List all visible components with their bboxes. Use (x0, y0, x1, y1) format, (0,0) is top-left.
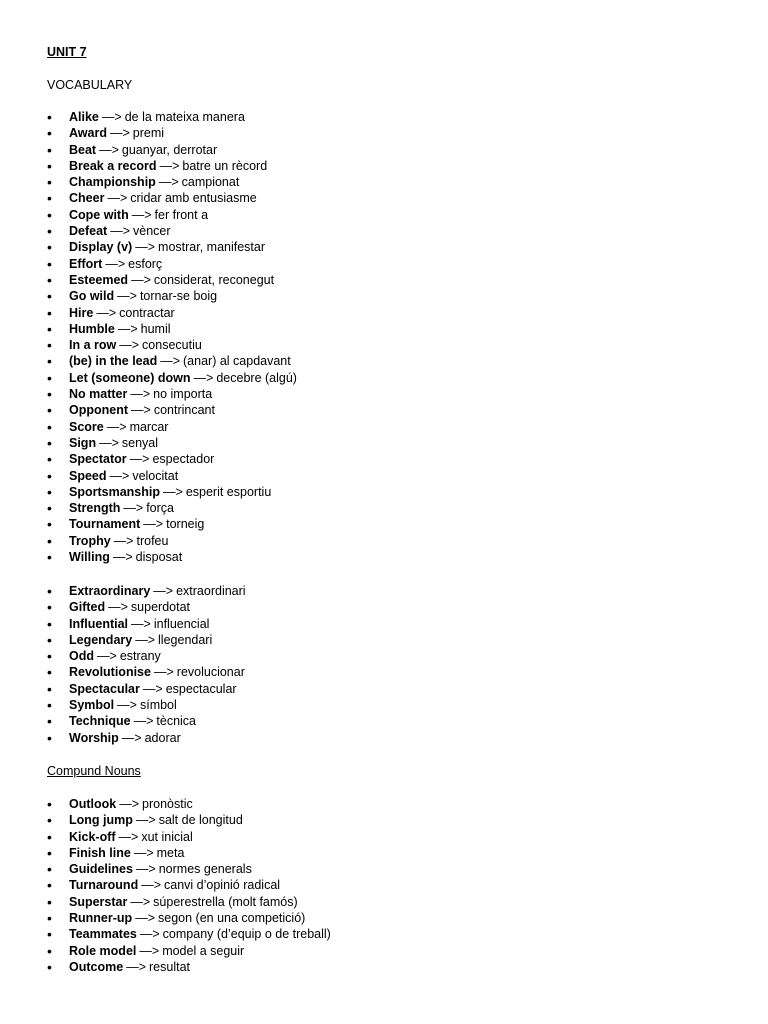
arrow-icon: —> (135, 240, 156, 255)
bullet-icon: • (47, 812, 52, 829)
vocab-term: Cheer (69, 191, 105, 206)
bullet-icon: • (47, 615, 52, 632)
arrow-icon: —> (141, 878, 162, 893)
vocab-term: Cope with (69, 207, 129, 222)
vocab-meaning: influencial (153, 616, 210, 631)
vocab-meaning: model a seguir (162, 943, 245, 958)
bullet-icon: • (47, 320, 52, 337)
vocab-term: Esteemed (69, 272, 129, 287)
bullet-icon: • (47, 109, 52, 125)
list-item (47, 926, 331, 942)
vocab-term: Role model (69, 943, 137, 958)
bullet-icon: • (47, 729, 52, 746)
list-item (47, 861, 331, 877)
arrow-icon: —> (135, 862, 156, 877)
list-item (47, 402, 297, 418)
vocab-term: Symbol (69, 698, 115, 713)
list-item (47, 125, 297, 141)
arrow-icon: —> (193, 370, 214, 385)
list-item (47, 223, 297, 239)
arrow-icon: —> (142, 681, 163, 696)
arrow-icon: —> (123, 501, 144, 516)
bullet-icon: • (47, 877, 52, 894)
arrow-icon: —> (96, 305, 117, 320)
arrow-icon: —> (110, 224, 131, 239)
bullet-icon: • (47, 125, 52, 142)
arrow-icon: —> (129, 452, 150, 467)
vocab-term: Superstar (69, 894, 128, 909)
vocab-meaning: contractar (119, 305, 175, 320)
vocab-term: Finish line (69, 845, 131, 860)
vocab-term: Worship (69, 730, 119, 745)
vocab-term: Speed (69, 468, 107, 483)
list-item (47, 272, 297, 288)
vocab-meaning: meta (156, 845, 185, 860)
list-item (47, 713, 246, 729)
vocab-meaning: marcar (129, 419, 169, 434)
arrow-icon: —> (99, 435, 119, 450)
arrow-icon: —> (130, 894, 151, 909)
arrow-icon: —> (99, 142, 119, 157)
vocab-term: Spectator (69, 452, 127, 467)
arrow-icon: —> (97, 649, 117, 664)
vocab-term: Let (someone) down (69, 370, 191, 385)
vocab-meaning: extraordinari (176, 584, 246, 598)
bullet-icon: • (47, 532, 52, 549)
bullet-icon: • (47, 549, 52, 566)
vocab-meaning: contrincant (153, 403, 215, 418)
bullet-icon: • (47, 483, 52, 500)
list-item (47, 305, 297, 321)
vocab-meaning: esperit esportiu (185, 484, 272, 499)
list-item (47, 943, 331, 959)
arrow-icon: —> (131, 272, 151, 287)
bullet-icon: • (47, 223, 52, 240)
vocab-meaning: (anar) al capdavant (183, 354, 291, 369)
bullet-icon: • (47, 206, 52, 223)
vocab-meaning: força (146, 501, 174, 516)
list-item (47, 353, 297, 369)
arrow-icon: —> (139, 927, 160, 942)
vocab-term: Display (v) (69, 240, 133, 255)
bullet-icon: • (47, 713, 52, 730)
vocab-term: Long jump (69, 813, 133, 828)
vocab-term: Extraordinary (69, 584, 151, 598)
bullet-icon: • (47, 631, 52, 648)
vocab-term: Revolutionise (69, 665, 151, 680)
vocab-meaning: company (d’equip o de treball) (162, 927, 331, 942)
vocab-term: In a row (69, 338, 117, 353)
list-item (47, 533, 297, 549)
bullet-icon: • (47, 583, 52, 599)
arrow-icon: —> (106, 419, 127, 434)
arrow-icon: —> (133, 714, 154, 729)
compound-nouns-label: Compund Nouns (47, 764, 141, 778)
vocab-meaning: senyal (121, 435, 159, 450)
vocab-term: Teammates (69, 927, 137, 942)
bullet-icon: • (47, 386, 52, 403)
arrow-icon: —> (153, 584, 174, 598)
bullet-icon: • (47, 402, 52, 419)
bullet-icon: • (47, 337, 52, 354)
vocab-meaning: considerat, reconegut (153, 272, 275, 287)
arrow-icon: —> (108, 600, 128, 615)
list-item (47, 796, 331, 812)
list-item (47, 142, 297, 158)
vocab-term: Willing (69, 550, 110, 565)
vocab-meaning: batre un rècord (182, 158, 268, 173)
arrow-icon: —> (159, 158, 180, 173)
list-item (47, 829, 331, 845)
vocab-meaning: mostrar, manifestar (158, 240, 266, 255)
vocab-meaning: consecutiu (142, 338, 202, 353)
vocab-term: Championship (69, 175, 156, 190)
list-item (47, 256, 297, 272)
list-item (47, 910, 331, 926)
list-item (47, 664, 246, 680)
list-item (47, 894, 331, 910)
list-item (47, 158, 297, 174)
vocab-meaning: cridar amb entusiasme (130, 191, 257, 206)
vocab-meaning: llegendari (158, 632, 213, 647)
vocab-meaning: premi (132, 126, 165, 141)
list-item (47, 549, 297, 565)
bullet-icon: • (47, 599, 52, 616)
vocab-meaning: tornar-se boig (139, 289, 218, 304)
vocab-term: (be) in the lead (69, 354, 158, 369)
arrow-icon: —> (160, 354, 181, 369)
arrow-icon: —> (113, 533, 134, 548)
vocab-meaning: no importa (153, 387, 213, 402)
arrow-icon: —> (121, 730, 142, 745)
arrow-icon: —> (118, 829, 139, 844)
vocab-term: Kick-off (69, 829, 116, 844)
arrow-icon: —> (109, 468, 130, 483)
arrow-icon: —> (112, 550, 133, 565)
arrow-icon: —> (131, 403, 151, 418)
vocabulary-list-2 (47, 583, 246, 746)
unit-title: UNIT 7 (47, 45, 87, 59)
vocab-term: Trophy (69, 533, 111, 548)
vocab-term: Tournament (69, 517, 141, 532)
vocab-meaning: tècnica (156, 714, 197, 729)
vocab-term: Influential (69, 616, 129, 631)
list-item (47, 174, 297, 190)
vocab-term: Turnaround (69, 878, 139, 893)
vocab-meaning: trofeu (136, 533, 169, 548)
vocab-meaning: súperestrella (molt famós) (153, 894, 298, 909)
bullet-icon: • (47, 451, 52, 468)
list-item (47, 370, 297, 386)
arrow-icon: —> (131, 616, 151, 631)
list-item (47, 386, 297, 402)
vocab-meaning: de la mateixa manera (124, 110, 245, 124)
vocab-meaning: adorar (144, 730, 181, 745)
vocab-meaning: segon (en una competició) (158, 911, 306, 926)
bullet-icon: • (47, 796, 52, 812)
bullet-icon: • (47, 304, 52, 321)
vocab-meaning: disposat (135, 550, 183, 565)
vocab-meaning: campionat (181, 175, 240, 190)
vocab-term: Runner-up (69, 911, 133, 926)
arrow-icon: —> (139, 943, 160, 958)
vocab-term: Alike (69, 110, 99, 124)
vocab-term: Break a record (69, 158, 157, 173)
vocab-term: Hire (69, 305, 94, 320)
list-item (47, 190, 297, 206)
arrow-icon: —> (119, 797, 140, 811)
vocab-meaning: espectacular (165, 681, 237, 696)
vocab-term: Defeat (69, 224, 108, 239)
vocab-term: Guidelines (69, 862, 133, 877)
vocab-term: Award (69, 126, 107, 141)
bullet-icon: • (47, 190, 52, 207)
arrow-icon: —> (133, 845, 154, 860)
vocab-term: Effort (69, 256, 103, 271)
list-item (47, 583, 246, 599)
bullet-icon: • (47, 942, 52, 959)
bullet-icon: • (47, 516, 52, 533)
list-item (47, 500, 297, 516)
vocab-meaning: superdotat (130, 600, 190, 615)
bullet-icon: • (47, 353, 52, 370)
bullet-icon: • (47, 271, 52, 288)
vocab-term: Humble (69, 321, 115, 336)
list-item (47, 419, 297, 435)
bullet-icon: • (47, 828, 52, 845)
bullet-icon: • (47, 500, 52, 517)
bullet-icon: • (47, 141, 52, 158)
vocab-term: Technique (69, 714, 131, 729)
vocab-term: Beat (69, 142, 97, 157)
bullet-icon: • (47, 664, 52, 681)
vocab-term: No matter (69, 387, 128, 402)
vocab-term: Opponent (69, 403, 129, 418)
arrow-icon: —> (105, 256, 126, 271)
vocab-term: Outcome (69, 959, 124, 974)
arrow-icon: —> (130, 387, 151, 402)
vocab-meaning: velocitat (132, 468, 179, 483)
arrow-icon: —> (135, 911, 155, 926)
vocab-meaning: humil (140, 321, 171, 336)
bullet-icon: • (47, 239, 52, 256)
list-item (47, 599, 246, 615)
vocab-meaning: xut inicial (141, 829, 193, 844)
bullet-icon: • (47, 434, 52, 451)
arrow-icon: —> (158, 175, 179, 190)
arrow-icon: —> (101, 110, 122, 124)
list-item (47, 484, 297, 500)
vocab-meaning: salt de longitud (158, 813, 243, 828)
list-item (47, 288, 297, 304)
list-item (47, 648, 246, 664)
bullet-icon: • (47, 174, 52, 191)
vocab-meaning: decebre (algú) (216, 370, 297, 385)
list-item (47, 812, 331, 828)
bullet-icon: • (47, 697, 52, 714)
list-item (47, 435, 297, 451)
bullet-icon: • (47, 926, 52, 943)
arrow-icon: —> (131, 207, 152, 222)
vocab-meaning: resultat (149, 959, 190, 974)
list-item (47, 207, 297, 223)
list-item (47, 877, 331, 893)
list-item (47, 959, 331, 975)
compound-nouns-list (47, 796, 331, 975)
arrow-icon: —> (117, 698, 137, 713)
vocab-meaning: espectador (152, 452, 215, 467)
list-item (47, 321, 297, 337)
vocabulary-list-1 (47, 109, 297, 565)
vocab-meaning: revolucionar (176, 665, 245, 680)
bullet-icon: • (47, 157, 52, 174)
bullet-icon: • (47, 648, 52, 665)
arrow-icon: —> (117, 321, 138, 336)
list-item (47, 451, 297, 467)
bullet-icon: • (47, 861, 52, 878)
vocab-meaning: estrany (119, 649, 161, 664)
list-item (47, 468, 297, 484)
bullet-icon: • (47, 910, 52, 927)
vocab-meaning: símbol (139, 698, 177, 713)
vocab-term: Outlook (69, 797, 117, 811)
list-item (47, 337, 297, 353)
list-item (47, 616, 246, 632)
vocab-term: Score (69, 419, 104, 434)
arrow-icon: —> (135, 632, 156, 647)
bullet-icon: • (47, 893, 52, 910)
vocab-term: Go wild (69, 289, 115, 304)
vocab-meaning: pronòstic (142, 797, 193, 811)
arrow-icon: —> (109, 126, 130, 141)
vocab-meaning: guanyar, derrotar (121, 142, 218, 157)
bullet-icon: • (47, 844, 52, 861)
arrow-icon: —> (153, 665, 174, 680)
arrow-icon: —> (117, 289, 137, 304)
arrow-icon: —> (107, 191, 128, 206)
list-item (47, 516, 297, 532)
arrow-icon: —> (135, 813, 156, 828)
vocab-meaning: torneig (166, 517, 205, 532)
arrow-icon: —> (126, 959, 146, 974)
vocab-term: Spectacular (69, 681, 140, 696)
bullet-icon: • (47, 467, 52, 484)
vocab-meaning: canvi d’opinió radical (164, 878, 281, 893)
vocab-term: Gifted (69, 600, 106, 615)
vocabulary-label: VOCABULARY (47, 78, 133, 92)
vocab-meaning: normes generals (158, 862, 252, 877)
vocab-term: Sportsmanship (69, 484, 160, 499)
vocab-term: Strength (69, 501, 121, 516)
bullet-icon: • (47, 958, 52, 975)
list-item (47, 681, 246, 697)
list-item (47, 632, 246, 648)
bullet-icon: • (47, 680, 52, 697)
arrow-icon: —> (163, 484, 183, 499)
list-item (47, 109, 297, 125)
arrow-icon: —> (143, 517, 164, 532)
list-item (47, 730, 246, 746)
vocab-meaning: fer front a (154, 207, 209, 222)
bullet-icon: • (47, 418, 52, 435)
bullet-icon: • (47, 369, 52, 386)
vocab-meaning: esforç (128, 256, 163, 271)
list-item (47, 845, 331, 861)
arrow-icon: —> (119, 338, 140, 353)
bullet-icon: • (47, 255, 52, 272)
list-item (47, 697, 246, 713)
bullet-icon: • (47, 288, 52, 305)
vocab-term: Sign (69, 435, 97, 450)
vocab-term: Legendary (69, 632, 133, 647)
vocab-meaning: vèncer (133, 224, 171, 239)
vocab-term: Odd (69, 649, 94, 664)
list-item (47, 239, 297, 255)
